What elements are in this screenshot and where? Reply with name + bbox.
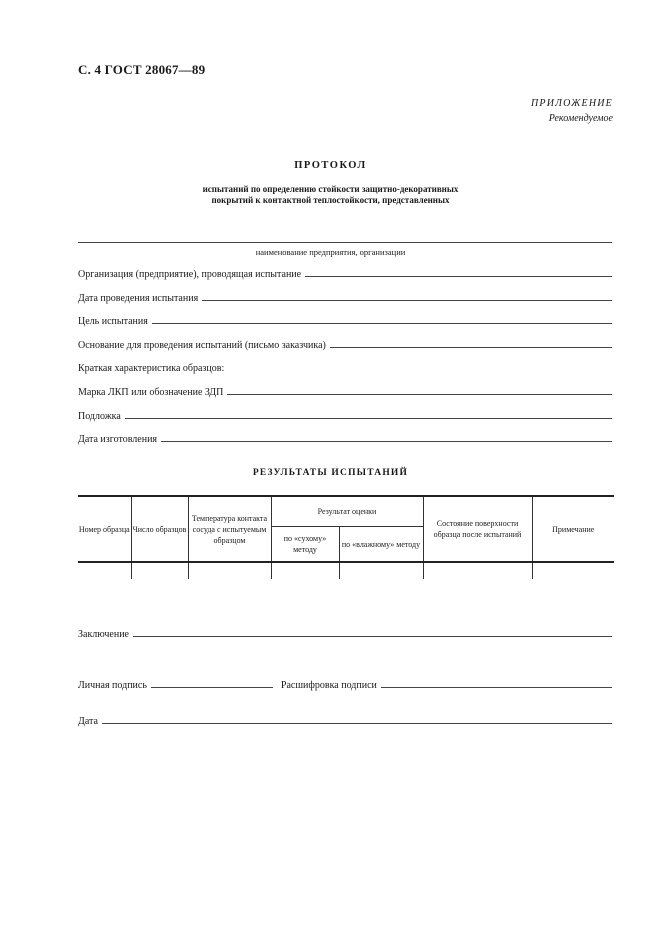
col-wet-header: по «влажному» методу [339,527,423,563]
field-date-line[interactable] [202,300,612,301]
field-brand-label: Марка ЛКП или обозначение ЗДП [78,387,224,398]
field-brief [78,358,612,374]
field-brief-label: Краткая характеристика образцов: [78,363,225,374]
subtitle-line-1: испытаний по определению стойкости защитно-декоративных [202,184,459,194]
org-name-line[interactable] [78,242,612,243]
results-table [78,495,614,579]
field-decode-line[interactable] [381,687,612,688]
field-signature-label: Личная подпись [78,680,147,691]
field-made-line[interactable] [161,441,612,442]
field-org-line[interactable] [305,276,612,277]
field-basis[interactable] [78,335,612,351]
field-signature-line[interactable] [151,687,273,688]
protocol-subtitle [0,184,661,206]
field-date-final-label: Дата [78,716,98,727]
field-made[interactable] [78,429,612,445]
cell-wet[interactable] [339,562,423,579]
field-conclusion-line[interactable] [133,636,612,637]
field-date-final-line[interactable] [102,723,612,724]
field-made-label: Дата изготовления [78,434,158,445]
col-temp-header: Температура контакта сосуда с испытуемым образцом [188,496,271,562]
field-substrate[interactable] [78,406,612,422]
field-date[interactable] [78,288,612,304]
appendix-title: ПРИЛОЖЕНИЕ [531,98,613,109]
cell-count[interactable] [131,562,188,579]
field-basis-line[interactable] [330,347,612,348]
field-date-label: Дата проведения испытания [78,293,199,304]
field-brand[interactable] [78,382,612,398]
field-brand-line[interactable] [227,394,612,395]
col-result-header: Результат оценки [271,496,423,527]
col-state-header: Состояние поверхности образца после испытаний [423,496,532,562]
field-org[interactable] [78,264,612,280]
results-title: РЕЗУЛЬТАТЫ ИСПЫТАНИЙ [252,468,409,478]
protocol-title: ПРОТОКОЛ [294,160,367,171]
field-org-label: Организация (предприятие), проводящая испытание [78,269,302,280]
field-goal-label: Цель испытания [78,316,148,327]
cell-dry[interactable] [271,562,339,579]
table-row[interactable] [78,562,614,579]
col-count-header: Число образцов [131,496,188,562]
cell-number[interactable] [78,562,131,579]
org-name-caption: наименование предприятия, организации [255,247,406,257]
col-dry-header: по «сухому» методу [271,527,339,563]
field-date-final[interactable] [78,711,612,727]
col-note-header: Примечание [532,496,614,562]
cell-state[interactable] [423,562,532,579]
field-conclusion[interactable] [78,624,612,640]
field-goal[interactable] [78,311,612,327]
cell-note[interactable] [532,562,614,579]
field-goal-line[interactable] [152,323,612,324]
field-decode-label: Расшифровка подписи [280,680,377,691]
appendix-block [531,96,613,126]
field-basis-label: Основание для проведения испытаний (письмо заказчика) [78,340,326,351]
cell-temp[interactable] [188,562,271,579]
field-substrate-line[interactable] [125,418,612,419]
document-header: С. 4 ГОСТ 28067—89 [78,62,206,77]
field-signature-row[interactable] [78,675,612,691]
subtitle-line-2: покрытий к контактной теплостойкости, представленных [211,195,450,205]
field-conclusion-label: Заключение [78,629,129,640]
col-number-header: Номер образца [78,496,131,562]
appendix-note: Рекомендуемое [548,113,613,124]
field-substrate-label: Подложка [78,411,121,422]
